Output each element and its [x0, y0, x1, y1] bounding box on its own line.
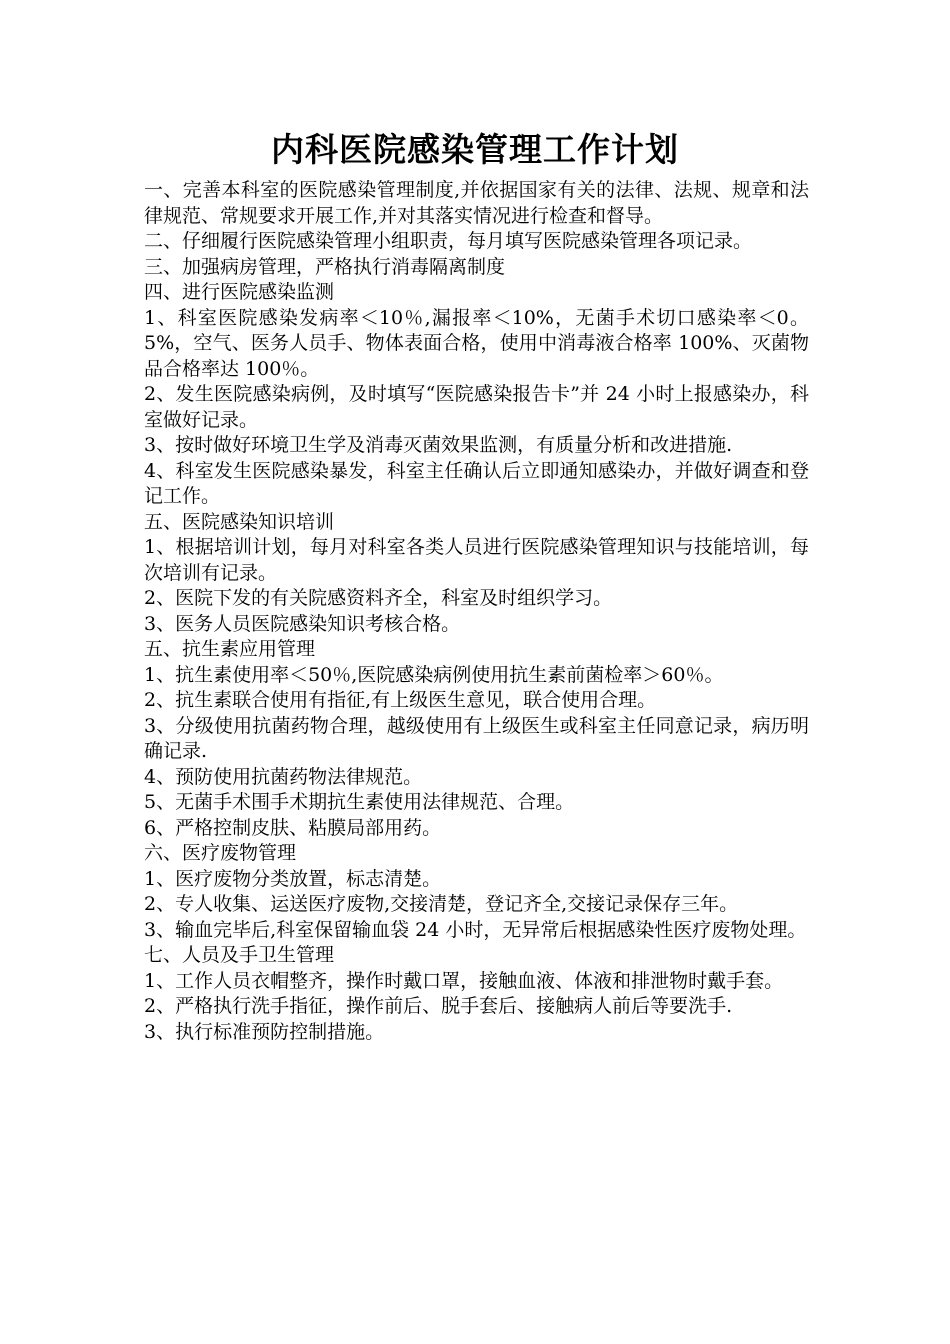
paragraph: 6、严格控制皮肤、粘膜局部用药。 [144, 816, 442, 839]
section-heading: 五、抗生素应用管理 [144, 638, 316, 660]
paragraph: 1、医疗废物分类放置，标志清楚。 [144, 867, 442, 890]
paragraph: 3、输血完毕后,科室保留输血袋 24 小时，无异常后根据感染性医疗废物处理。 [144, 918, 807, 941]
paragraph: 2、严格执行洗手指征，操作前后、脱手套后、接触病人前后等要洗手. [144, 995, 733, 1017]
paragraph: 1、抗生素使用率＜50％,医院感染病例使用抗生素前菌检率＞60％。 [144, 663, 724, 686]
paragraph: 3、医务人员医院感染知识考核合格。 [144, 612, 461, 635]
paragraph: 一、完善本科室的医院感染管理制度,并依据国家有关的法律、法规、规章和法律规范、常规要求开展工作,并对其落实情况进行检查和督导。 [144, 179, 809, 227]
section-heading: 七、人员及手卫生管理 [144, 944, 335, 966]
paragraph: 3、执行标准预防控制措施。 [144, 1020, 385, 1043]
paragraph: 1、科室医院感染发病率＜10％,漏报率＜10%，无菌手术切口感染率＜0。5%，空气、医务人员手、物体表面合格，使用中消毒液合格率 100%、灭菌物品合格率达 100％。 [144, 306, 809, 380]
section-heading: 四、进行医院感染监测 [144, 281, 335, 303]
paragraph: 2、发生医院感染病例，及时填写“医院感染报告卡”并 24 小时上报感染办，科室做好记录。 [144, 383, 809, 431]
section-heading: 六、医疗废物管理 [144, 842, 297, 864]
paragraph: 5、无菌手术围手术期抗生素使用法律规范、合理。 [144, 791, 575, 813]
paragraph: 1、工作人员衣帽整齐，操作时戴口罩，接触血液、体液和排泄物时戴手套。 [144, 969, 784, 992]
paragraph: 二、仔细履行医院感染管理小组职责，每月填写医院感染管理各项记录。 [144, 230, 753, 252]
document-body [144, 178, 809, 1045]
section-heading: 五、医院感染知识培训 [144, 510, 335, 533]
paragraph: 4、科室发生医院感染暴发，科室主任确认后立即通知感染办，并做好调查和登记工作。 [144, 459, 809, 507]
paragraph: 2、医院下发的有关院感资料齐全，科室及时组织学习。 [144, 587, 613, 609]
paragraph: 3、按时做好环境卫生学及消毒灭菌效果监测，有质量分析和改进措施. [144, 434, 733, 456]
paragraph: 三、加强病房管理，严格执行消毒隔离制度 [144, 255, 506, 278]
paragraph: 2、抗生素联合使用有指征,有上级医生意见，联合使用合理。 [144, 689, 657, 711]
paragraph: 1、根据培训计划，每月对科室各类人员进行医院感染管理知识与技能培训，每次培训有记录。 [144, 536, 809, 584]
document-title: 内科医院感染管理工作计划 [271, 130, 679, 169]
paragraph: 4、预防使用抗菌药物法律规范。 [144, 765, 423, 788]
paragraph: 2、专人收集、运送医疗废物,交接清楚，登记齐全,交接记录保存三年。 [144, 893, 739, 915]
paragraph: 3、分级使用抗菌药物合理，越级使用有上级医生或科室主任同意记录，病历明确记录. [144, 714, 809, 762]
